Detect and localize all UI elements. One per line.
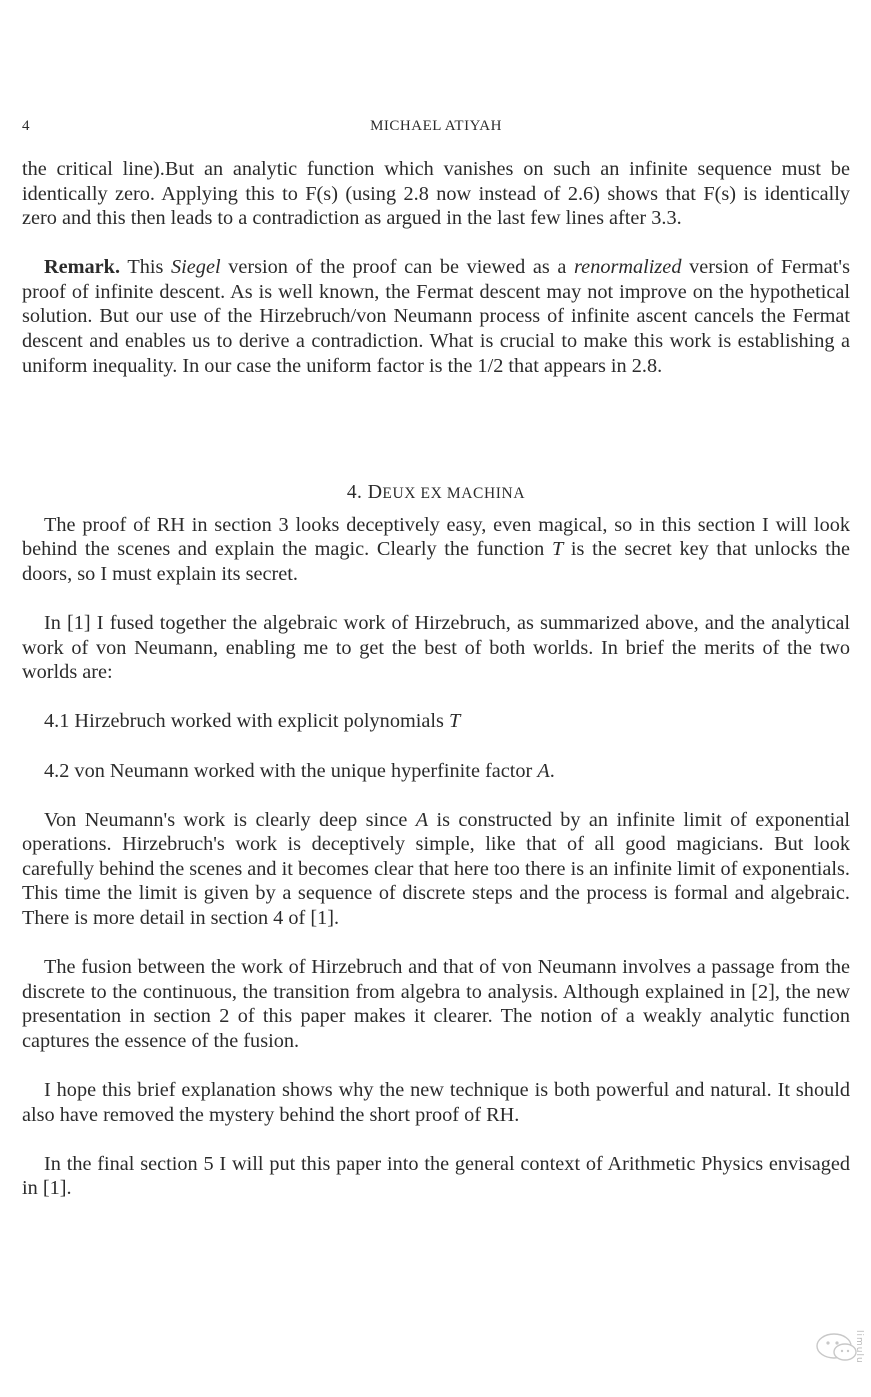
paragraph-continuation: the critical line).But an analytic function which vanishes on such an infinite sequence must be identically zero. Applying this to F(s) (using 2.8 now instead of 2.6) shows that F(s) is identically zero and this then leads to a contradiction as argued in the last few lines after 3.3. [22,158,850,230]
item-4-1-math-T: T [448,710,461,733]
section-title-initial: D [367,481,383,504]
item-4-1-text: 4.1 Hirzebruch worked with explicit polynomials [44,710,444,733]
p2-text-b: is the secret key that unlocks the doors, so I must explain its secret. [22,538,851,586]
item-4-2 [22,759,850,784]
item-4-2-text: 4.2 von Neumann worked with the unique hyperfinite factor [44,759,533,782]
paragraph-discrete-continuous: The fusion between the work of Hirzebruch and that of von Neumann involves a passage from the discrete to the continuous, the transition from algebra to analysis. Although explained in [2], the new presentation in section 2 of this paper makes it clearer. The notion of a weakly analytic function captures the essence of the fusion. [22,956,850,1052]
page-number: 4 [22,118,30,134]
section-title-rest: EUX EX MACHINA [382,485,526,503]
item-4-1 [22,709,850,734]
watermark-text: limulu [854,1330,864,1364]
remark-label: Remark. [44,256,121,279]
remark-text-b: version of the proof can be viewed as a [228,256,567,279]
remark-text-a: This [127,256,164,279]
paragraph-intro [22,513,850,587]
paragraph-final-section: In the final section 5 I will put this paper into the general context of Arithmetic Physics envisaged in [1]. [22,1152,850,1200]
paragraph-explanation: I hope this brief explanation shows why the new technique is both powerful and natural. It should also have removed the mystery behind the short proof of RH. [22,1078,850,1126]
remark-siegel: Siegel [171,256,221,279]
body-text [22,157,850,1225]
running-head [22,118,850,140]
remark-text-c: version of Fermat's proof of infinite descent. As is well known, the Fermat descent may not improve on the hypothetical solution. But our use of the Hirzebruch/von Neumann process of infinite ascent cancels the Fermat descent and enables us to derive a contradiction. What is crucial to make this work is establishing a uniform inequality. In our case the uniform factor is the 1/2 that appears in 2.8. [22,256,850,377]
p2-text-a: The proof of RH in section 3 looks deceptively easy, even magical, so in this section I will look behind the scenes and explain the magic. Clearly the function [22,513,850,561]
remark-renormalized: renormalized [574,256,682,279]
p4-math-A: A [415,808,429,831]
paragraph-fusion: In [1] I fused together the algebraic work of Hirzebruch, as summarized above, and the analytical work of von Neumann, enabling me to get the best of both worlds. In brief the merits of the two worlds are: [22,612,850,684]
section-heading [22,480,850,507]
running-head-author: MICHAEL ATIYAH [370,118,502,134]
remark-paragraph [22,255,850,378]
section-number: 4. [346,482,363,504]
item-4-2-period: . [549,759,555,782]
p2-math-T: T [551,538,564,561]
paragraph-von-neumann [22,808,850,931]
p4-text-a: Von Neumann's work is clearly deep since [44,808,408,831]
item-4-2-math-A: A [537,759,550,782]
p4-text-b: is constructed by an infinite limit of exponential operations. Hirzebruch's work is deceptively simple, like that of all good magicians. But look carefully behind the scenes and it becomes clear that here too there is an infinite limit of exponentials. This time the limit is given by a sequence of discrete steps and the process is formal and algebraic. There is more detail in section 4 of [1]. [22,808,850,929]
